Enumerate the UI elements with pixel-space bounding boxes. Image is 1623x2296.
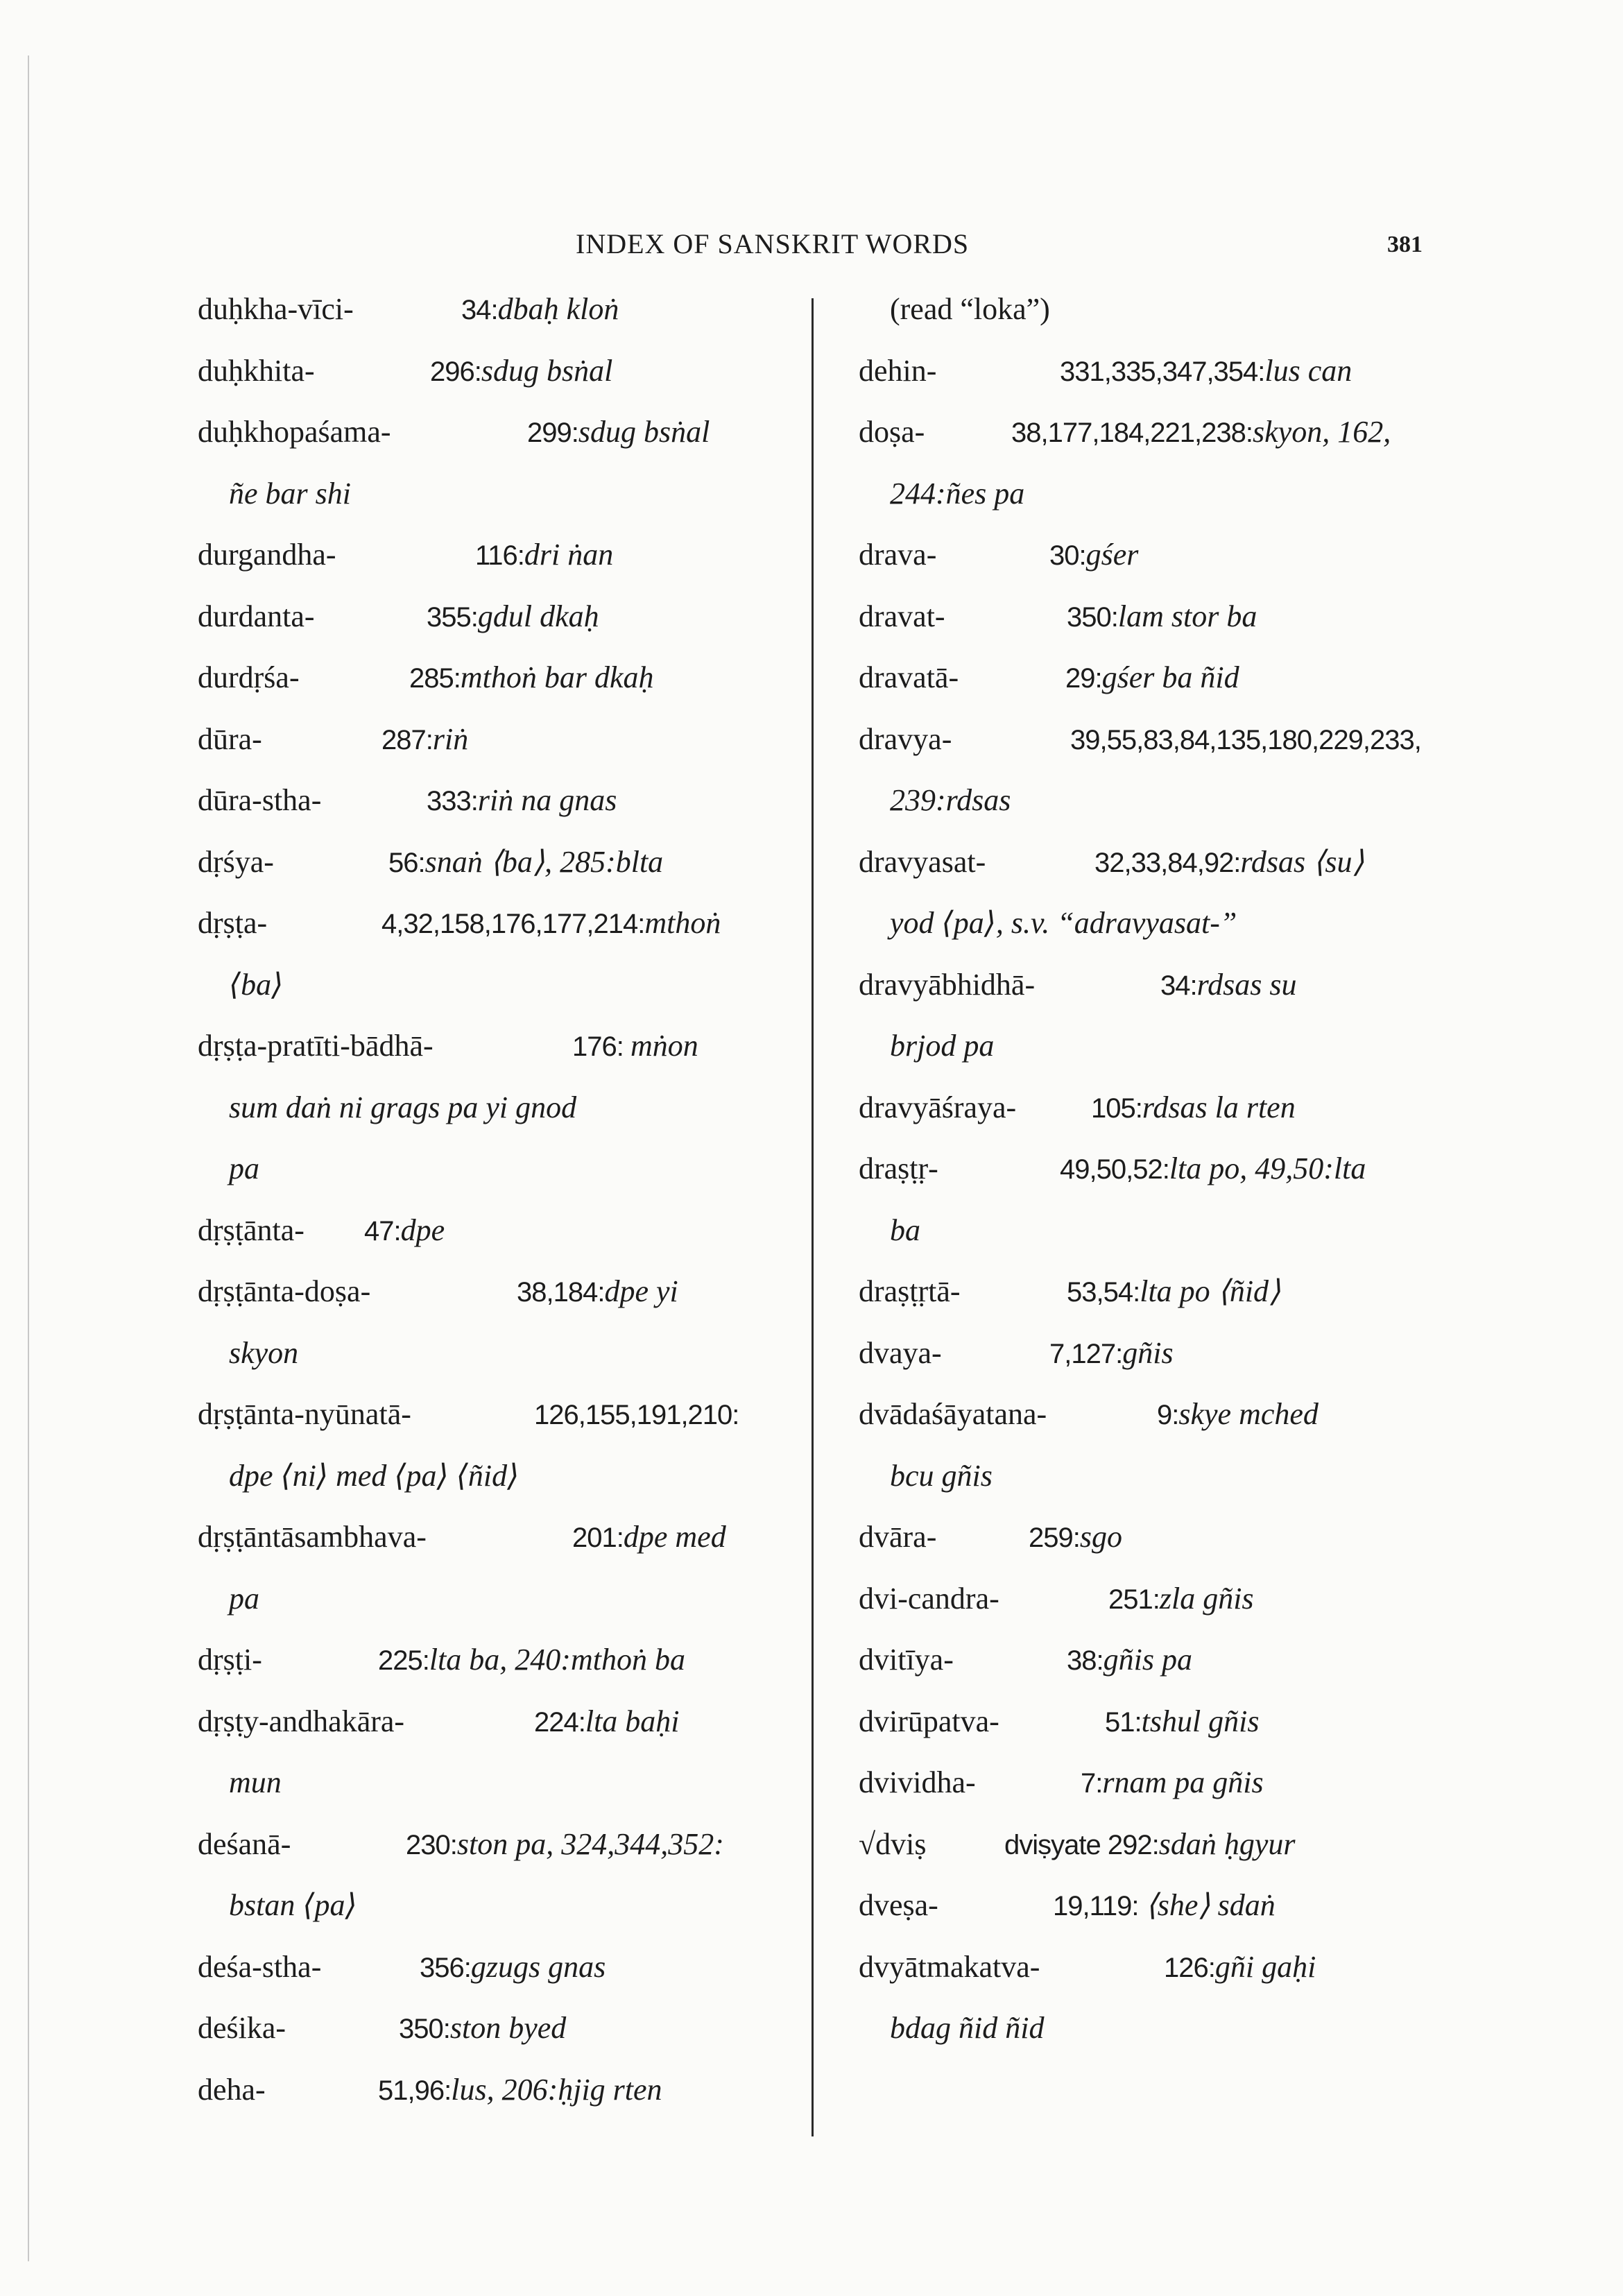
- tibetan-text: gñi gaḥi: [1214, 1949, 1316, 1984]
- tibetan-text: rdsas su: [1196, 967, 1297, 1002]
- page-references: 299:: [527, 418, 578, 448]
- continuation-line: bcu gñis: [890, 1458, 993, 1493]
- page-references: dviṣyate 292:: [1004, 1829, 1159, 1860]
- index-entry: [852, 1335, 1420, 1397]
- sanskrit-headword: draṣṭṛtā-: [859, 1274, 961, 1308]
- index-entry: [191, 1090, 801, 1151]
- index-entry: [852, 1213, 1420, 1274]
- tibetan-text: lta baḥi: [585, 1704, 680, 1738]
- index-entry: [852, 1949, 1420, 2011]
- page-references: 176:: [572, 1031, 630, 1062]
- index-entry: [852, 1826, 1420, 1888]
- tibetan-equivalent: [527, 414, 710, 449]
- index-entry: [191, 660, 801, 721]
- tibetan-equivalent: [1004, 1826, 1295, 1862]
- tibetan-text: lta po, 49,50:lta: [1169, 1151, 1366, 1185]
- sanskrit-headword: dvividha-: [859, 1765, 976, 1799]
- sanskrit-headword: dravatā-: [859, 660, 959, 694]
- index-entry: [191, 1274, 801, 1335]
- tibetan-text: lus can: [1264, 353, 1352, 388]
- index-entry: [852, 599, 1420, 660]
- tibetan-text: tshul gñis: [1141, 1704, 1260, 1738]
- sanskrit-headword: dṛṣṭānta-: [198, 1213, 304, 1247]
- sanskrit-headword: deśanā-: [198, 1826, 291, 1861]
- index-entry: [191, 291, 801, 353]
- tibetan-text: ston pa, 324,344,352:: [456, 1826, 724, 1861]
- tibetan-equivalent: [1091, 1090, 1296, 1125]
- page-references: 105:: [1091, 1093, 1142, 1124]
- index-entry: [852, 1519, 1420, 1581]
- index-entry: [852, 782, 1420, 844]
- index-entry: [852, 721, 1420, 783]
- tibetan-text: rnam pa gñis: [1102, 1765, 1264, 1799]
- tibetan-text: gñis pa: [1103, 1643, 1192, 1677]
- index-entry: [852, 2010, 1420, 2072]
- sanskrit-headword: dvi-candra-: [859, 1581, 999, 1616]
- index-entry: [191, 353, 801, 415]
- tibetan-equivalent: [1060, 353, 1352, 388]
- tibetan-text: sdug bsṅal: [578, 415, 710, 449]
- index-entry: [191, 782, 801, 844]
- tibetan-text: mṅon: [630, 1029, 698, 1063]
- page-references: 49,50,52:: [1060, 1154, 1169, 1185]
- sanskrit-headword: √dviṣ: [859, 1826, 927, 1861]
- sanskrit-headword: drava-: [859, 538, 937, 572]
- index-entry: [852, 967, 1420, 1029]
- tibetan-equivalent: [378, 1642, 685, 1677]
- page-references: 19,119:: [1053, 1891, 1146, 1921]
- page-references: 126,155,191,210:: [534, 1400, 739, 1430]
- index-entry: [191, 721, 801, 783]
- sanskrit-headword: deha-: [198, 2072, 266, 2107]
- tibetan-equivalent: [1094, 844, 1364, 880]
- sanskrit-headword: dṛṣṭa-pratīti-bādhā-: [198, 1029, 433, 1063]
- sanskrit-headword: duḥkhita-: [198, 353, 315, 388]
- tibetan-text: riṅ na gnas: [477, 783, 617, 817]
- tibetan-equivalent: [378, 2072, 662, 2107]
- index-entry: [852, 905, 1420, 967]
- index-entry: [191, 1826, 801, 1888]
- tibetan-equivalent: [409, 660, 654, 695]
- continuation-line: ba: [890, 1213, 920, 1247]
- index-entry: [852, 1151, 1420, 1213]
- index-entry: [191, 537, 801, 599]
- tibetan-text: gñis: [1122, 1335, 1174, 1370]
- index-entry: [852, 1642, 1420, 1704]
- tibetan-text: gzugs gnas: [470, 1949, 606, 1984]
- tibetan-text: dpe med: [623, 1520, 726, 1554]
- tibetan-equivalent: [1157, 1396, 1319, 1432]
- page-references: 51,96:: [378, 2075, 452, 2106]
- tibetan-equivalent: [1070, 721, 1421, 757]
- tibetan-text: sdug bsṅal: [481, 353, 613, 388]
- sanskrit-headword: dvādaśāyatana-: [859, 1397, 1047, 1431]
- sanskrit-headword: dvaya-: [859, 1335, 942, 1370]
- tibetan-equivalent: [1065, 660, 1239, 695]
- tibetan-equivalent: [1060, 1151, 1366, 1186]
- tibetan-equivalent: [427, 782, 617, 818]
- page-references: 285:: [409, 663, 461, 694]
- sanskrit-headword: deśika-: [198, 2011, 286, 2045]
- page-references: 7,127:: [1049, 1338, 1123, 1369]
- page-references: 38,177,184,221,238:: [1011, 418, 1253, 448]
- page-references: 34:: [1160, 970, 1197, 1001]
- index-entry: [852, 537, 1420, 599]
- index-entry: [191, 1765, 801, 1826]
- tibetan-equivalent: [1053, 1887, 1276, 1923]
- tibetan-equivalent: [388, 844, 663, 880]
- tibetan-text: ⟨she⟩ sdaṅ: [1145, 1888, 1276, 1922]
- index-entry: [191, 2072, 801, 2134]
- sanskrit-headword: duḥkhopaśama-: [198, 415, 391, 449]
- sanskrit-headword: dvitīya-: [859, 1643, 954, 1677]
- tibetan-equivalent: [1164, 1949, 1316, 1985]
- sanskrit-headword: durgandha-: [198, 538, 336, 572]
- page-references: 259:: [1029, 1523, 1080, 1553]
- sanskrit-headword: durdanta-: [198, 599, 315, 633]
- continuation-line: brjod pa: [890, 1029, 995, 1063]
- tibetan-equivalent: [381, 905, 721, 941]
- tibetan-text: lus, 206:ḥjig rten: [451, 2072, 662, 2107]
- page-references: 9:: [1157, 1400, 1179, 1430]
- tibetan-text: mthoṅ: [644, 906, 721, 940]
- continuation-line: 244:ñes pa: [890, 476, 1025, 511]
- continuation-line: skyon: [229, 1335, 299, 1370]
- tibetan-text: mthoṅ bar dkaḥ: [460, 660, 654, 694]
- sanskrit-headword: dūra-stha-: [198, 783, 322, 817]
- index-entry: [191, 844, 801, 906]
- sanskrit-headword: dūra-: [198, 721, 262, 756]
- sanskrit-headword: doṣa-: [859, 415, 925, 449]
- continuation-line: mun: [229, 1765, 282, 1799]
- right-column: [852, 291, 1420, 2072]
- page-references: 32,33,84,92:: [1094, 847, 1241, 878]
- tibetan-equivalent: [461, 291, 619, 327]
- sanskrit-headword: dveṣa-: [859, 1888, 938, 1922]
- tibetan-equivalent: [420, 1949, 606, 1985]
- scan-margin-line: [28, 55, 29, 2261]
- tibetan-equivalent: [572, 1028, 698, 1063]
- sanskrit-headword: dvirūpatva-: [859, 1704, 999, 1738]
- page-references: 38,184:: [517, 1277, 605, 1308]
- index-entry: [852, 1028, 1420, 1090]
- page-references: 29:: [1065, 663, 1102, 694]
- tibetan-equivalent: [381, 721, 468, 757]
- page-references: 39,55,83,84,135,180,229,233,: [1070, 724, 1421, 755]
- tibetan-text: dpe: [400, 1213, 445, 1247]
- page-references: 201:: [572, 1523, 624, 1553]
- index-entry: [191, 2010, 801, 2072]
- index-entry: [852, 414, 1420, 476]
- tibetan-text: lam stor ba: [1117, 599, 1257, 633]
- page-references: 225:: [378, 1645, 429, 1676]
- page-references: 126:: [1164, 1952, 1215, 1983]
- tibetan-equivalent: [1067, 1274, 1280, 1309]
- tibetan-equivalent: [1049, 1335, 1174, 1371]
- sanskrit-headword: dṛṣṭa-: [198, 906, 268, 940]
- tibetan-text: dbaḥ kloṅ: [497, 292, 619, 326]
- index-entry: [191, 1458, 801, 1520]
- left-column: [191, 291, 801, 2133]
- tibetan-text: dpe yi: [604, 1274, 678, 1308]
- tibetan-equivalent: [1067, 1642, 1192, 1677]
- continuation-line: pa: [229, 1581, 259, 1616]
- sanskrit-headword: dravyāśraya-: [859, 1090, 1017, 1124]
- continuation-line: ⟨ba⟩: [229, 967, 284, 1002]
- index-entry: [191, 1028, 801, 1090]
- continuation-line: dpe ⟨ni⟩ med ⟨pa⟩ ⟨ñid⟩: [229, 1458, 519, 1493]
- sanskrit-headword: dravat-: [859, 599, 945, 633]
- page-references: 355:: [427, 601, 478, 633]
- index-entry: [852, 291, 1420, 353]
- tibetan-text: sdaṅ ḥgyur: [1158, 1826, 1296, 1861]
- tibetan-text: gdul dkaḥ: [477, 599, 599, 633]
- continuation-line: ñe bar shi: [229, 476, 351, 511]
- continuation-line: 239:rdsas: [890, 783, 1011, 817]
- sanskrit-headword: dvyātmakatva-: [859, 1949, 1040, 1984]
- tibetan-equivalent: [1049, 537, 1138, 572]
- index-entry: [191, 1949, 801, 2011]
- tibetan-equivalent: [475, 537, 613, 572]
- tibetan-equivalent: [364, 1213, 445, 1248]
- tibetan-equivalent: [1108, 1581, 1254, 1616]
- page-references: 350:: [1067, 601, 1118, 633]
- sanskrit-headword: draṣṭṛ-: [859, 1151, 938, 1185]
- sanskrit-headword: durdṛśa-: [198, 660, 300, 694]
- index-entry: [191, 967, 801, 1029]
- tibetan-text: lta ba, 240:mthoṅ ba: [429, 1643, 685, 1677]
- index-entry: [852, 1704, 1420, 1765]
- continuation-line: bstan ⟨pa⟩: [229, 1888, 357, 1922]
- index-entry: [852, 1274, 1420, 1335]
- sanskrit-headword: dṛṣṭānta-doṣa-: [198, 1274, 371, 1308]
- tibetan-equivalent: [1029, 1519, 1122, 1554]
- page-references: 333:: [427, 786, 478, 816]
- index-entry: [852, 660, 1420, 721]
- continuation-line: sum daṅ ni grags pa yi gnod: [229, 1090, 577, 1124]
- continuation-line: pa: [229, 1151, 259, 1185]
- tibetan-equivalent: [406, 1826, 724, 1862]
- index-entry: [852, 1765, 1420, 1826]
- sanskrit-headword: dvāra-: [859, 1520, 937, 1554]
- continuation-line: (read “loka”): [890, 292, 1050, 326]
- sanskrit-headword: dṛśya-: [198, 844, 274, 879]
- page-references: 30:: [1049, 540, 1086, 571]
- tibetan-equivalent: [1105, 1704, 1260, 1739]
- tibetan-equivalent: [1160, 967, 1296, 1002]
- tibetan-text: snaṅ ⟨ba⟩, 285:blta: [424, 844, 664, 879]
- tibetan-equivalent: [534, 1704, 680, 1739]
- sanskrit-headword: duḥkha-vīci-: [198, 292, 354, 326]
- tibetan-equivalent: [1081, 1765, 1264, 1800]
- sanskrit-headword: dravyasat-: [859, 844, 986, 879]
- index-entry: [191, 476, 801, 538]
- tibetan-text: dri ṅan: [524, 538, 614, 572]
- tibetan-equivalent: [534, 1396, 739, 1432]
- page-references: 38:: [1067, 1645, 1104, 1676]
- index-entry: [191, 1642, 801, 1704]
- page-number: 381: [1387, 232, 1423, 257]
- page-references: 7:: [1081, 1768, 1103, 1799]
- tibetan-equivalent: [399, 2010, 566, 2046]
- page-references: 34:: [461, 295, 498, 325]
- tibetan-text: sgo: [1079, 1520, 1122, 1554]
- page-references: 287:: [381, 724, 433, 755]
- tibetan-equivalent: [427, 599, 599, 634]
- column-divider: [812, 298, 814, 2136]
- page-references: 116:: [475, 540, 524, 571]
- index-entry: [191, 1519, 801, 1581]
- index-entry: [852, 1458, 1420, 1520]
- sanskrit-headword: dṛṣṭāntāsambhava-: [198, 1520, 427, 1554]
- index-entry: [852, 1396, 1420, 1458]
- page-references: 356:: [420, 1952, 471, 1983]
- index-entry: [191, 1396, 801, 1458]
- index-entry: [191, 905, 801, 967]
- tibetan-text: lta po ⟨ñid⟩: [1140, 1274, 1281, 1308]
- page-references: 56:: [388, 847, 425, 878]
- tibetan-text: skyon, 162,: [1253, 415, 1391, 449]
- index-entry: [191, 1704, 801, 1765]
- page-references: 230:: [406, 1829, 457, 1860]
- page-references: 296:: [430, 356, 481, 387]
- index-entry: [852, 353, 1420, 415]
- continuation-line: yod ⟨pa⟩, s.v. “adravyasat-”: [890, 906, 1237, 940]
- tibetan-text: rdsas ⟨su⟩: [1240, 844, 1364, 879]
- tibetan-text: rdsas la rten: [1142, 1090, 1296, 1124]
- page-references: 224:: [534, 1706, 585, 1738]
- tibetan-text: gśer ba ñid: [1101, 660, 1239, 694]
- page-header: INDEX OF SANSKRIT WORDS: [576, 228, 970, 259]
- sanskrit-headword: dravyābhidhā-: [859, 967, 1036, 1002]
- index-entry: [852, 1887, 1420, 1949]
- sanskrit-headword: dṛṣṭānta-nyūnatā-: [198, 1397, 411, 1431]
- sanskrit-headword: deśa-stha-: [198, 1949, 322, 1984]
- index-entry: [191, 1335, 801, 1397]
- tibetan-text: zla gñis: [1159, 1581, 1254, 1616]
- sanskrit-headword: dehin-: [859, 353, 937, 388]
- page-references: 350:: [399, 2014, 450, 2044]
- page-references: 51:: [1105, 1706, 1142, 1738]
- page-references: 331,335,347,354:: [1060, 356, 1265, 387]
- sanskrit-headword: dṛṣṭi-: [198, 1643, 262, 1677]
- index-entry: [191, 414, 801, 476]
- index-entry: [191, 599, 801, 660]
- tibetan-equivalent: [430, 353, 612, 388]
- sanskrit-headword: dravya-: [859, 721, 952, 756]
- tibetan-equivalent: [1011, 414, 1391, 449]
- index-entry: [191, 1213, 801, 1274]
- page-references: 53,54:: [1067, 1277, 1140, 1308]
- index-entry: [191, 1581, 801, 1643]
- continuation-line: bdag ñid ñid: [890, 2011, 1045, 2045]
- page-references: 251:: [1108, 1584, 1160, 1615]
- tibetan-text: skye mched: [1178, 1397, 1319, 1431]
- index-entry: [191, 1887, 801, 1949]
- tibetan-text: gśer: [1085, 538, 1139, 572]
- sanskrit-headword: dṛṣṭy-andhakāra-: [198, 1704, 405, 1738]
- tibetan-equivalent: [1067, 599, 1257, 634]
- index-entry: [852, 1581, 1420, 1643]
- page-references: 47:: [364, 1215, 401, 1246]
- index-entry: [852, 476, 1420, 538]
- index-entry: [852, 1090, 1420, 1151]
- tibetan-equivalent: [572, 1519, 726, 1554]
- index-entry: [191, 1151, 801, 1213]
- tibetan-equivalent: [517, 1274, 678, 1309]
- page-references: 4,32,158,176,177,214:: [381, 909, 645, 939]
- index-entry: [852, 844, 1420, 906]
- tibetan-text: ston byed: [449, 2011, 567, 2045]
- tibetan-text: riṅ: [432, 721, 469, 756]
